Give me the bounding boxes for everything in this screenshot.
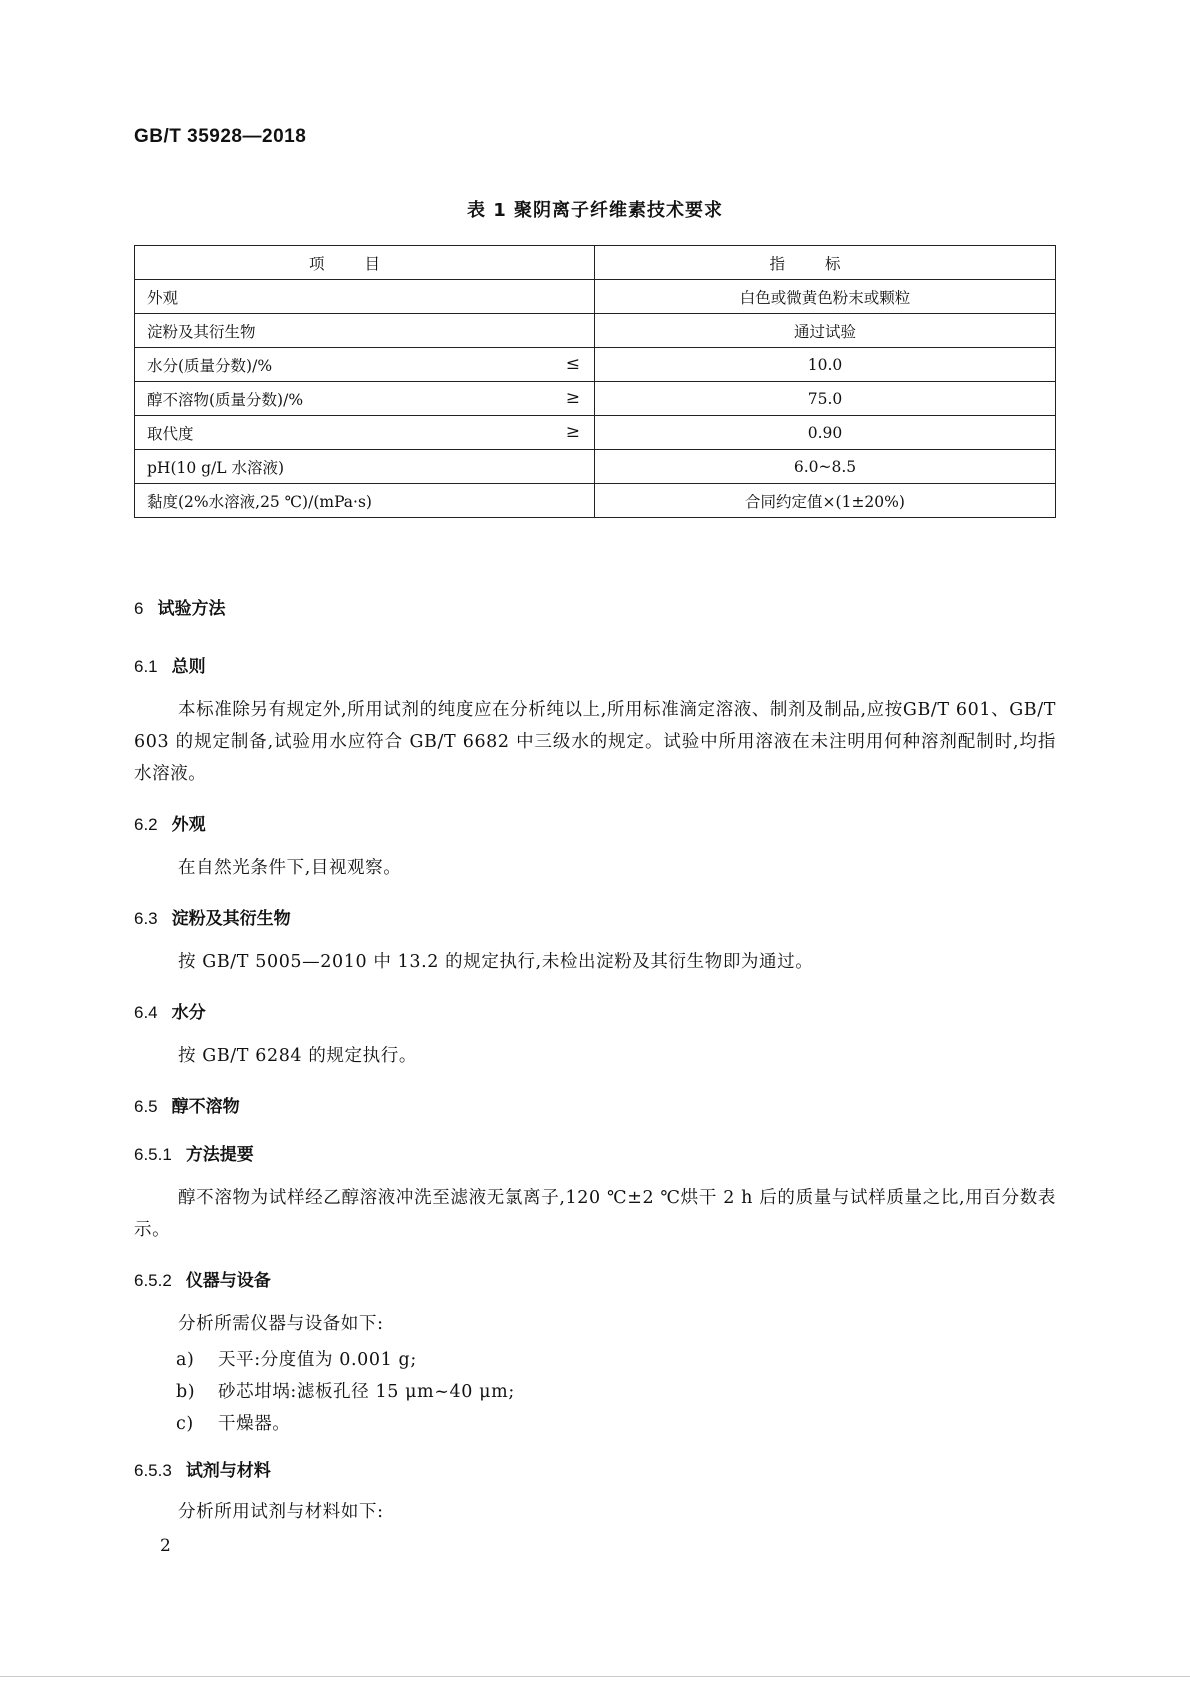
- column-header-item: 项目: [135, 246, 595, 280]
- table-row: [135, 348, 1056, 382]
- section-6-5-3-intro: 分析所用试剂与材料如下:: [178, 1502, 384, 1522]
- section-heading-6-5-3: [134, 1456, 271, 1481]
- section-6-5-2-intro: 分析所需仪器与设备如下:: [178, 1314, 384, 1334]
- section-heading-6: [134, 594, 225, 619]
- section-heading-6-2: [134, 810, 206, 835]
- section-title: 仪器与设备: [185, 1271, 271, 1291]
- list-marker: c): [176, 1414, 194, 1434]
- row-value: 6.0~8.5: [595, 450, 1056, 484]
- table-caption: 表 1 聚阴离子纤维素技术要求: [466, 200, 724, 221]
- row-item: [135, 484, 595, 518]
- section-number: 6.5.3: [134, 1461, 172, 1480]
- section-6-3-text: 按 GB/T 5005—2010 中 13.2 的规定执行,未检出淀粉及其衍生物即为通过。: [178, 952, 814, 972]
- table-row: [135, 416, 1056, 450]
- section-heading-6-5-1: [134, 1140, 254, 1165]
- row-item-label: 醇不溶物(质量分数)/%: [147, 390, 304, 409]
- section-number: 6: [134, 599, 144, 618]
- row-item-label: 黏度(2%水溶液,25 ℃)/(mPa·s): [147, 492, 372, 511]
- list-item: [176, 1346, 417, 1371]
- section-6-5-1-text: 醇不溶物为试样经乙醇溶液冲洗至滤液无氯离子,120 ℃±2 ℃烘干 2 h 后的质量与试样质量之比,用百分数表示。: [134, 1188, 1056, 1240]
- page-bottom-rule: [0, 1676, 1190, 1677]
- section-title: 试验方法: [157, 599, 226, 619]
- list-item: [176, 1378, 515, 1403]
- table-row: [135, 450, 1056, 484]
- row-value: 白色或微黄色粉末或颗粒: [595, 280, 1056, 314]
- row-value: 10.0: [595, 348, 1056, 382]
- section-6-2-text: 在自然光条件下,目视观察。: [178, 858, 402, 878]
- section-number: 6.5.1: [134, 1145, 172, 1164]
- table-row: [135, 382, 1056, 416]
- table-header-row: [135, 246, 1056, 280]
- row-item: [135, 450, 595, 484]
- section-number: 6.1: [134, 657, 158, 676]
- row-value: 75.0: [595, 382, 1056, 416]
- standard-number: GB/T 35928—2018: [134, 126, 307, 147]
- row-item: [135, 348, 595, 382]
- section-title: 水分: [171, 1003, 206, 1023]
- section-title: 醇不溶物: [171, 1097, 240, 1117]
- row-value: 合同约定值×(1±20%): [595, 484, 1056, 518]
- page-number: 2: [160, 1536, 171, 1556]
- section-heading-6-3: [134, 904, 291, 929]
- spec-table: [134, 245, 1056, 518]
- row-item: [135, 382, 595, 416]
- row-value: 通过试验: [595, 314, 1056, 348]
- table-row: [135, 484, 1056, 518]
- row-item-label: 取代度: [147, 424, 194, 443]
- list-item-text: 干燥器。: [218, 1414, 291, 1434]
- relation-symbol: ≥: [565, 421, 580, 442]
- section-number: 6.5: [134, 1097, 158, 1116]
- row-item: [135, 280, 595, 314]
- column-header-value: 指标: [595, 246, 1056, 280]
- row-item-label: 淀粉及其衍生物: [147, 322, 256, 341]
- row-item-label: 水分(质量分数)/%: [147, 356, 273, 375]
- relation-symbol: ≤: [565, 353, 580, 374]
- section-number: 6.2: [134, 815, 158, 834]
- section-6-4-text: 按 GB/T 6284 的规定执行。: [178, 1046, 417, 1066]
- section-title: 总则: [171, 657, 206, 677]
- list-item-text: 天平:分度值为 0.001 g;: [218, 1350, 417, 1370]
- table-row: [135, 314, 1056, 348]
- list-item-text: 砂芯坩埚:滤板孔径 15 μm~40 μm;: [218, 1382, 515, 1402]
- section-heading-6-1: [134, 652, 206, 677]
- list-item: [176, 1410, 290, 1435]
- relation-symbol: ≥: [565, 387, 580, 408]
- row-item-label: 外观: [147, 288, 179, 307]
- row-item: [135, 416, 595, 450]
- section-title: 淀粉及其衍生物: [171, 909, 291, 929]
- section-heading-6-5: [134, 1092, 240, 1117]
- section-title: 外观: [171, 815, 206, 835]
- section-number: 6.3: [134, 909, 158, 928]
- section-title: 试剂与材料: [185, 1461, 271, 1481]
- section-heading-6-5-2: [134, 1266, 271, 1291]
- section-title: 方法提要: [185, 1145, 254, 1165]
- row-value: 0.90: [595, 416, 1056, 450]
- table-row: [135, 280, 1056, 314]
- list-marker: b): [176, 1382, 196, 1402]
- row-item-label: pH(10 g/L 水溶液): [147, 458, 285, 477]
- section-number: 6.4: [134, 1003, 158, 1022]
- section-heading-6-4: [134, 998, 206, 1023]
- list-marker: a): [176, 1350, 195, 1370]
- section-number: 6.5.2: [134, 1271, 172, 1290]
- row-item: [135, 314, 595, 348]
- section-6-1-text: 本标准除另有规定外,所用试剂的纯度应在分析纯以上,所用标准滴定溶液、制剂及制品,应按GB/T 601、GB/T 603 的规定制备,试验用水应符合 GB/T 6682 中三级水的规定。试验中所用溶液在未注明用何种溶剂配制时,均指水溶液。: [134, 700, 1056, 784]
